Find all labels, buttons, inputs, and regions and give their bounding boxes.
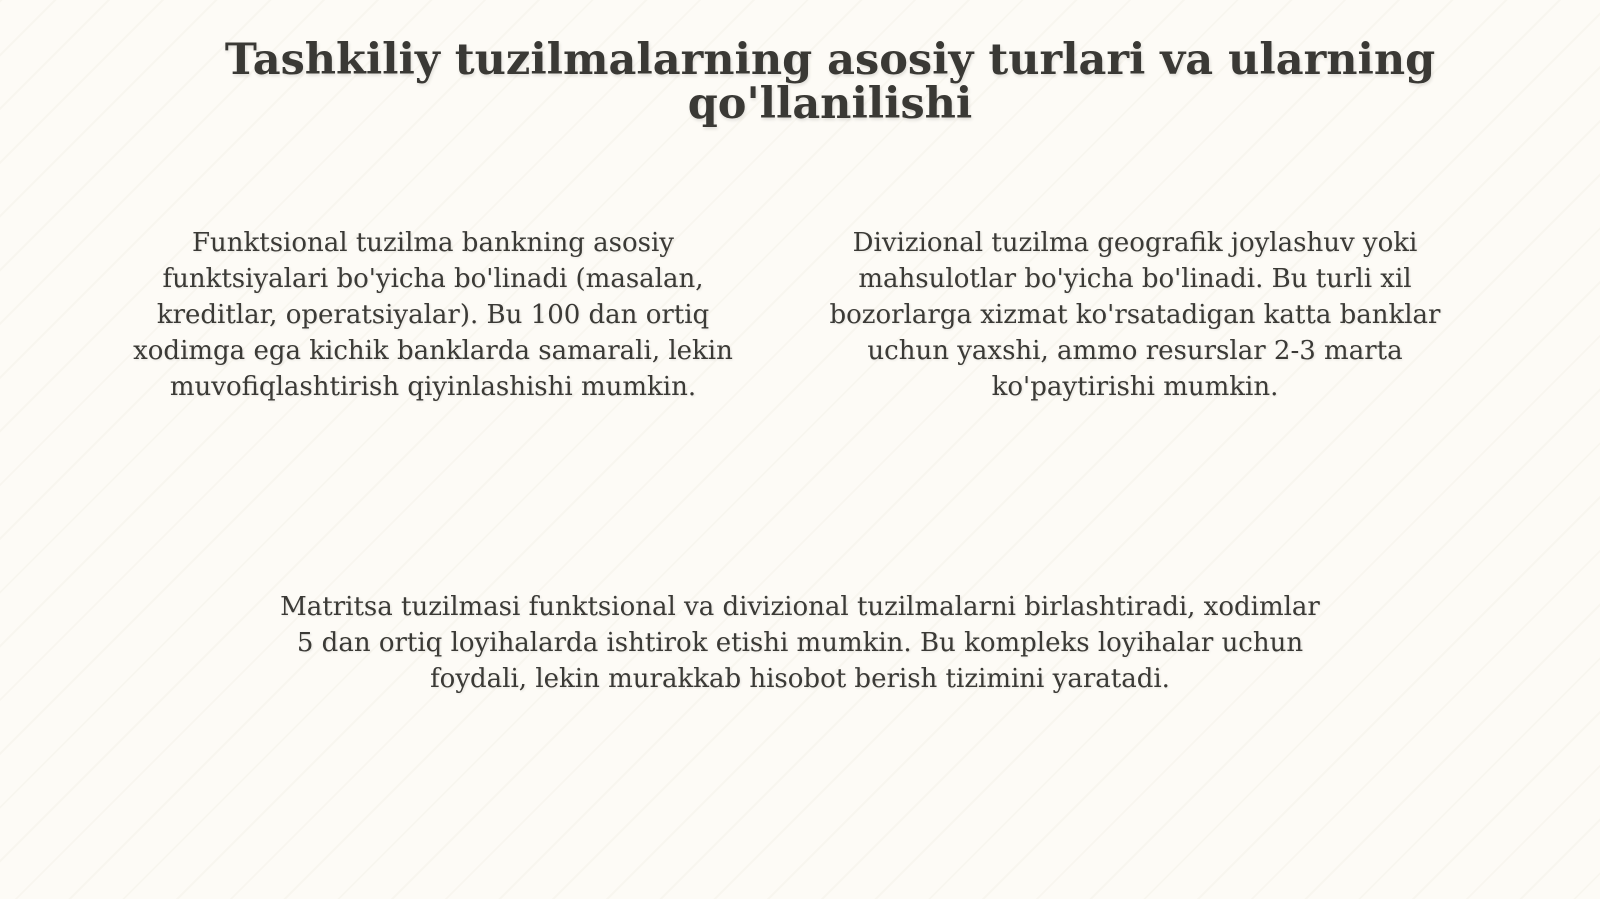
matrix-structure-text: Matritsa tuzilmasi funktsional va divizional tuzilmalarni birlashtiradi, xodimlar 5 dan ortiq loyihalarda ishtirok etishi mumkin. Bu kompleks loyihalar uchun foydali, lekin murakkab hisobot berish tizimini yaratadi. xyxy=(280,592,1320,694)
slide-title: Tashkiliy tuzilmalarning asosiy turlari va ularning qo'llanilishi xyxy=(224,35,1436,129)
functional-structure-text: Funktsional tuzilma bankning asosiy funktsiyalari bo'yicha bo'linadi (masalan, kreditlar, operatsiyalar). Bu 100 dan ortiq xodimga ega kichik banklarda samarali, lekin muvofiqlashtirish qiyinlashishi mumkin. xyxy=(133,228,733,402)
divisional-structure-text: Divizional tuzilma geografik joylashuv yoki mahsulotlar bo'yicha bo'linadi. Bu turli xil bozorlarga xizmat ko'rsatadigan katta banklar uchun yaxshi, ammo resurslar 2-3 marta ko'paytirishi mumkin. xyxy=(829,228,1441,402)
